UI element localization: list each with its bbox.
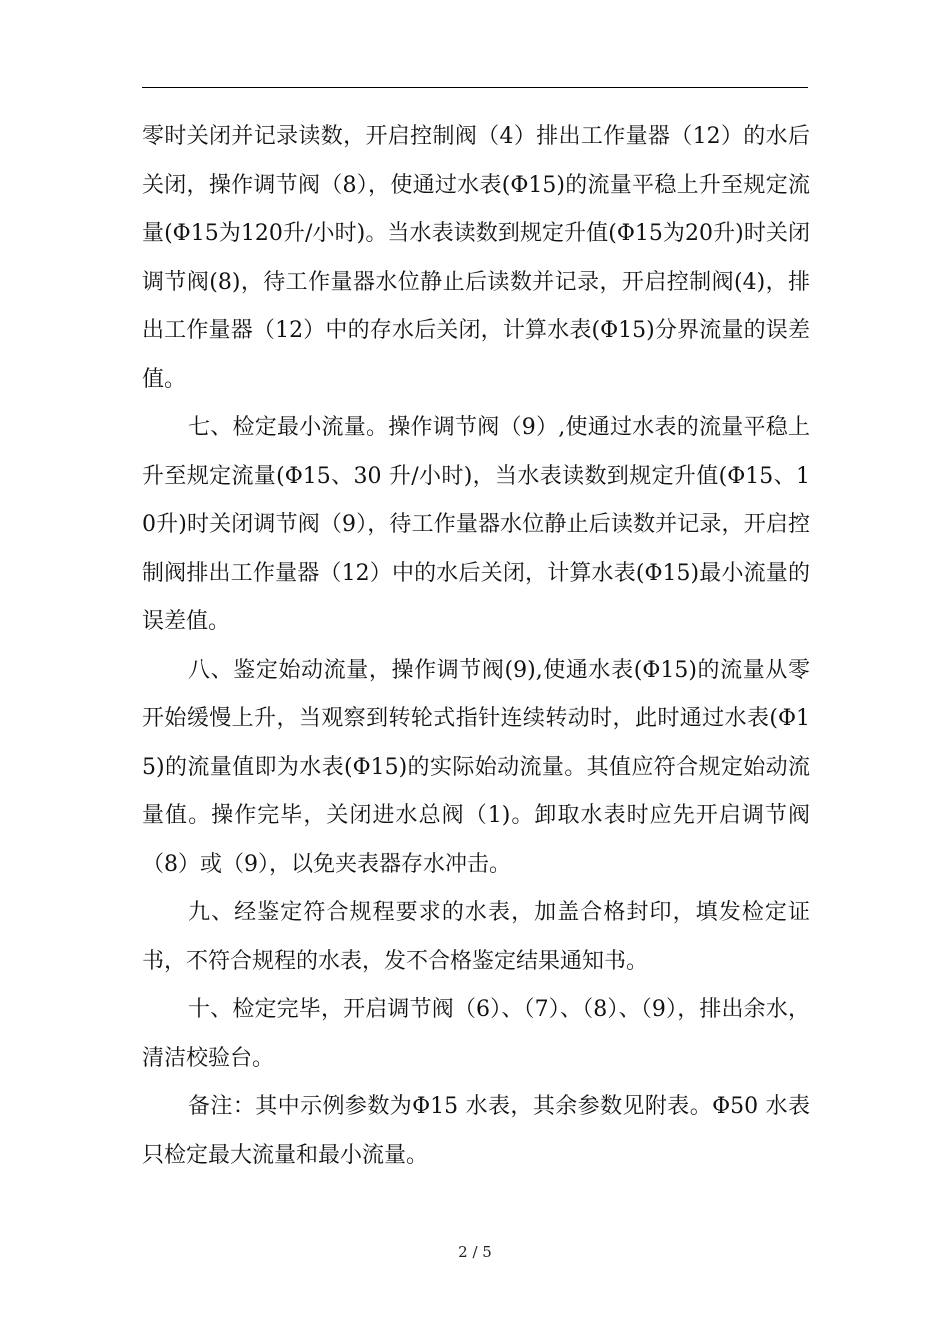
paragraph-completion: 十、检定完毕，开启调节阀（6）、（7）、（8）、（9），排出余水，清洁校验台。: [142, 997, 810, 1071]
page-number: 2 / 5: [458, 1243, 492, 1261]
paragraph-certification: 九、经鉴定符合规程要求的水表，加盖合格封印，填发检定证书，不符合规程的水表，发不合格鉴定结果通知书。: [142, 900, 810, 974]
paragraph-minimum-flow: 七、检定最小流量。操作调节阀（9）,使通过水表的流量平稳上升至规定流量(Φ15、30 升/小时)，当水表读数到规定升值(Φ15、10升)时关闭调节阀（9），待工作量器水位静止后读数并记录，开启控制阀排出工作量器（12）中的水后关闭，计算水表(Φ15)最小流量的误差值。: [142, 415, 810, 634]
paragraph-starting-flow: 八、鉴定始动流量，操作调节阀(9),使通水表(Φ15)的流量从零开始缓慢上升，当观察到转轮式指针连续转动时，此时通过水表(Φ15)的流量值即为水表(Φ15)的实际始动流量。其值应符合规定始动流量值。操作完毕，关闭进水总阀（1)。卸取水表时应先开启调节阀（8）或（9），以免夹表器存水冲击。: [142, 657, 810, 877]
paragraph-continuation: 零时关闭并记录读数，开启控制阀（4）排出工作量器（12）的水后关闭，操作调节阀（8），使通过水表(Φ15)的流量平稳上升至规定流量(Φ15为120升/小时)。当水表读数到规定升值(Φ15为20升)时关闭调节阀(8)，待工作量器水位静止后读数并记录，开启控制阀(4)，排出工作量器（12）中的存水后关闭，计算水表(Φ15)分界流量的误差值。: [142, 124, 810, 392]
paragraph-remark: 备注：其中示例参数为Φ15 水表，其余参数见附表。Φ50 水表只检定最大流量和最小流量。: [142, 1094, 810, 1168]
document-body: [142, 113, 810, 1180]
header-rule: [142, 87, 808, 88]
